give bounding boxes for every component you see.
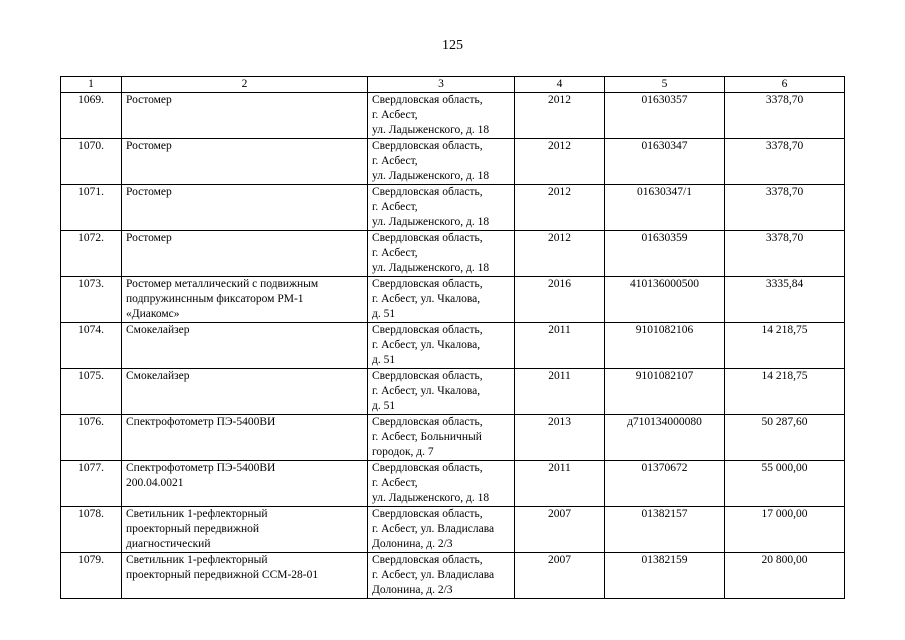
item-address-line: Свердловская область, — [372, 370, 483, 382]
item-cost: 55 000,00 — [725, 461, 845, 507]
row-number: 1074. — [61, 323, 122, 369]
item-address-line: ул. Ладыженского, д. 18 — [372, 170, 490, 182]
column-header: 1 — [61, 77, 122, 93]
item-address-line: г. Асбест, — [372, 247, 418, 259]
item-name — [122, 323, 368, 369]
item-address — [368, 93, 515, 139]
item-address-line: Свердловская область, — [372, 232, 483, 244]
item-name — [122, 93, 368, 139]
item-address-line: ул. Ладыженского, д. 18 — [372, 492, 490, 504]
inventory-number: 01370672 — [605, 461, 725, 507]
item-year: 2011 — [515, 323, 605, 369]
inventory-number: 9101082106 — [605, 323, 725, 369]
item-address — [368, 369, 515, 415]
item-address-line: д. 51 — [372, 354, 396, 366]
item-name — [122, 507, 368, 553]
column-header: 6 — [725, 77, 845, 93]
inventory-number: д710134000080 — [605, 415, 725, 461]
table-row — [61, 139, 845, 185]
item-cost: 14 218,75 — [725, 323, 845, 369]
item-address-line: Свердловская область, — [372, 278, 483, 290]
page-number: 125 — [442, 38, 463, 53]
item-cost: 50 287,60 — [725, 415, 845, 461]
item-name-line: проекторный передвижной ССМ-28-01 — [126, 569, 319, 581]
item-year: 2012 — [515, 139, 605, 185]
item-address-line: городок, д. 7 — [372, 446, 434, 458]
table-row — [61, 93, 845, 139]
item-address-line: Свердловская область, — [372, 324, 483, 336]
table-row — [61, 185, 845, 231]
item-cost: 3378,70 — [725, 231, 845, 277]
table-row — [61, 415, 845, 461]
item-address-line: Свердловская область, — [372, 94, 483, 106]
item-address — [368, 415, 515, 461]
item-year: 2012 — [515, 231, 605, 277]
table-row — [61, 461, 845, 507]
item-name-line: Смокелайзер — [126, 370, 190, 382]
table-header-row — [61, 77, 845, 93]
row-number: 1071. — [61, 185, 122, 231]
item-address-line: ул. Ладыженского, д. 18 — [372, 216, 490, 228]
item-address-line: д. 51 — [372, 308, 396, 320]
item-address-line: Свердловская область, — [372, 186, 483, 198]
item-name — [122, 553, 368, 599]
item-cost: 20 800,00 — [725, 553, 845, 599]
inventory-number: 01630347 — [605, 139, 725, 185]
item-address-line: г. Асбест, ул. Чкалова, — [372, 293, 481, 305]
row-number: 1076. — [61, 415, 122, 461]
item-name — [122, 369, 368, 415]
item-year: 2011 — [515, 461, 605, 507]
row-number: 1072. — [61, 231, 122, 277]
row-number: 1075. — [61, 369, 122, 415]
item-address-line: Свердловская область, — [372, 462, 483, 474]
item-year: 2007 — [515, 553, 605, 599]
item-address-line: г. Асбест, — [372, 477, 418, 489]
table-row — [61, 231, 845, 277]
item-cost: 3378,70 — [725, 185, 845, 231]
item-cost: 17 000,00 — [725, 507, 845, 553]
inventory-number: 01382157 — [605, 507, 725, 553]
item-address-line: г. Асбест, ул. Чкалова, — [372, 385, 481, 397]
row-number: 1077. — [61, 461, 122, 507]
item-name-line: подпружинснным фиксатором РМ-1 — [126, 293, 304, 305]
item-year: 2016 — [515, 277, 605, 323]
item-name — [122, 139, 368, 185]
item-address-line: Свердловская область, — [372, 508, 483, 520]
item-address-line: г. Асбест, ул. Владислава — [372, 523, 495, 535]
item-address-line: Долонина, д. 2/3 — [372, 584, 453, 596]
item-name-line: Ростомер — [126, 232, 172, 244]
inventory-number: 01630347/1 — [605, 185, 725, 231]
item-address-line: г. Асбест, — [372, 109, 418, 121]
inventory-number: 410136000500 — [605, 277, 725, 323]
column-header: 3 — [368, 77, 515, 93]
item-address — [368, 461, 515, 507]
column-header: 4 — [515, 77, 605, 93]
column-header: 5 — [605, 77, 725, 93]
item-name — [122, 185, 368, 231]
item-address-line: Свердловская область, — [372, 140, 483, 152]
item-address — [368, 139, 515, 185]
item-name — [122, 415, 368, 461]
item-address — [368, 323, 515, 369]
inventory-number: 9101082107 — [605, 369, 725, 415]
item-name-line: «Диакомс» — [126, 308, 180, 320]
item-address-line: Долонина, д. 2/3 — [372, 538, 453, 550]
row-number: 1069. — [61, 93, 122, 139]
item-name — [122, 231, 368, 277]
item-name-line: Светильник 1-рефлекторный — [126, 554, 268, 566]
row-number: 1078. — [61, 507, 122, 553]
item-name-line: Ростомер металлический с подвижным — [126, 278, 319, 290]
item-name-line: Ростомер — [126, 94, 172, 106]
item-address-line: г. Асбест, Больничный — [372, 431, 482, 443]
item-address — [368, 277, 515, 323]
item-address-line: Свердловская область, — [372, 554, 483, 566]
item-year: 2012 — [515, 93, 605, 139]
item-year: 2013 — [515, 415, 605, 461]
inventory-number: 01630357 — [605, 93, 725, 139]
item-address-line: г. Асбест, ул. Владислава — [372, 569, 495, 581]
item-name-line: Спектрофотометр ПЭ-5400ВИ — [126, 416, 276, 428]
item-name-line: 200.04.0021 — [126, 477, 184, 489]
item-address-line: Свердловская область, — [372, 416, 483, 428]
item-year: 2012 — [515, 185, 605, 231]
item-cost: 3378,70 — [725, 139, 845, 185]
item-address — [368, 185, 515, 231]
row-number: 1073. — [61, 277, 122, 323]
item-name-line: Ростомер — [126, 186, 172, 198]
item-address-line: г. Асбест, — [372, 201, 418, 213]
item-name-line: Ростомер — [126, 140, 172, 152]
item-name-line: диагностический — [126, 538, 211, 550]
item-cost: 14 218,75 — [725, 369, 845, 415]
item-address-line: д. 51 — [372, 400, 396, 412]
table-row — [61, 277, 845, 323]
property-table — [60, 76, 845, 599]
item-name — [122, 277, 368, 323]
table-row — [61, 507, 845, 553]
table-row — [61, 553, 845, 599]
item-address — [368, 231, 515, 277]
item-year: 2011 — [515, 369, 605, 415]
item-name-line: проекторный передвижной — [126, 523, 260, 535]
item-name-line: Спектрофотометр ПЭ-5400ВИ — [126, 462, 276, 474]
item-address-line: ул. Ладыженского, д. 18 — [372, 124, 490, 136]
row-number: 1070. — [61, 139, 122, 185]
table-row — [61, 369, 845, 415]
row-number: 1079. — [61, 553, 122, 599]
inventory-number: 01630359 — [605, 231, 725, 277]
item-cost: 3335,84 — [725, 277, 845, 323]
item-cost: 3378,70 — [725, 93, 845, 139]
item-name-line: Смокелайзер — [126, 324, 190, 336]
item-name — [122, 461, 368, 507]
item-address — [368, 507, 515, 553]
column-header: 2 — [122, 77, 368, 93]
item-address-line: г. Асбест, ул. Чкалова, — [372, 339, 481, 351]
table-body — [61, 93, 845, 599]
item-address-line: ул. Ладыженского, д. 18 — [372, 262, 490, 274]
item-address — [368, 553, 515, 599]
item-name-line: Светильник 1-рефлекторный — [126, 508, 268, 520]
item-year: 2007 — [515, 507, 605, 553]
item-address-line: г. Асбест, — [372, 155, 418, 167]
inventory-number: 01382159 — [605, 553, 725, 599]
table-row — [61, 323, 845, 369]
